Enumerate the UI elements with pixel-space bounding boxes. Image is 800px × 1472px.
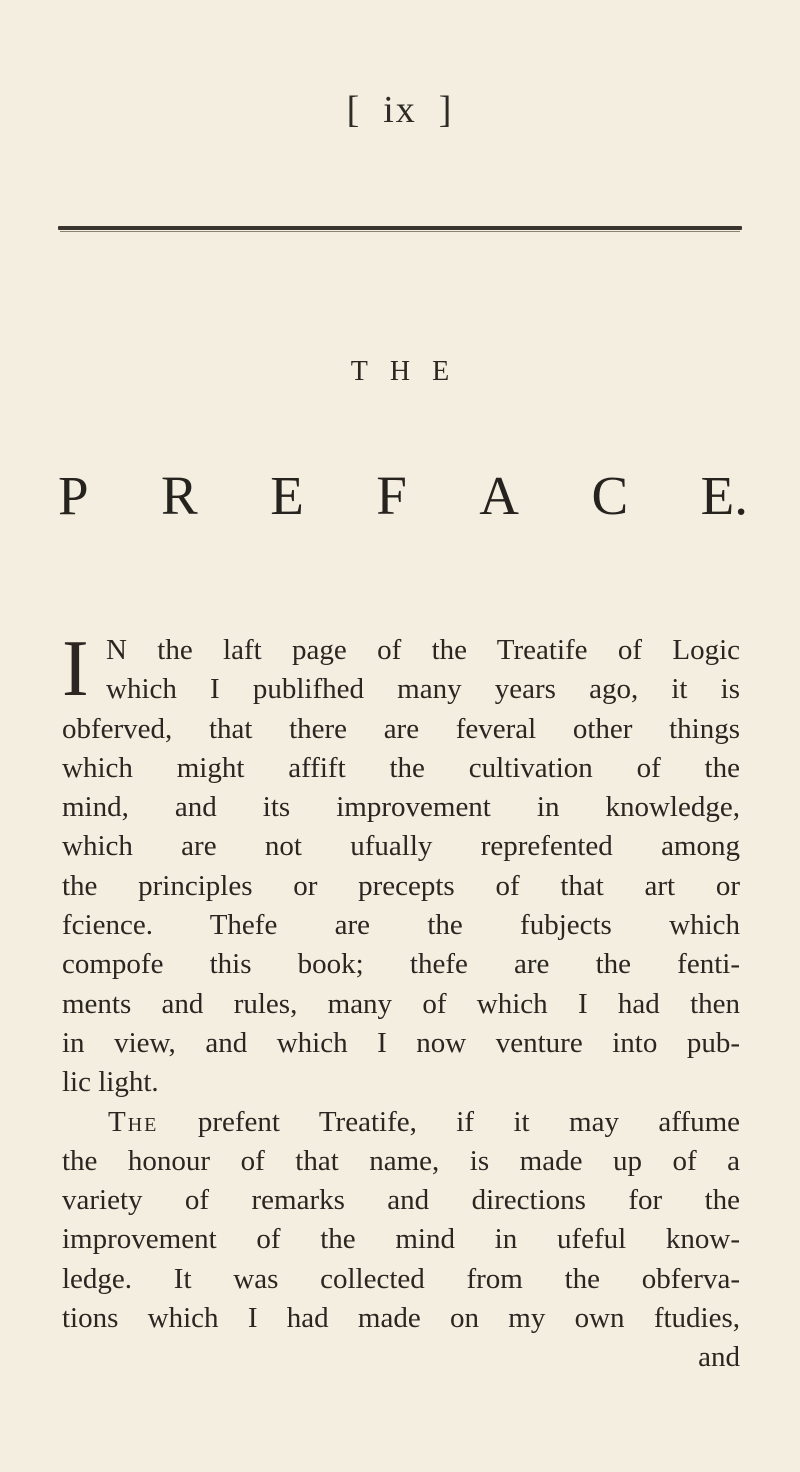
- text-line: obferved, that there are feveral other things: [62, 712, 740, 745]
- page-number-header: [0, 88, 800, 132]
- bracket-close: ]: [438, 89, 454, 131]
- ornamental-rule: [58, 226, 742, 230]
- text-line: which might affift the cultivation of the: [62, 751, 740, 784]
- text-line: compofe this book; thefe are the fenti-: [62, 948, 740, 981]
- text-line: which I publifhed many years ago, it is: [106, 673, 740, 706]
- page-number: ix: [383, 89, 417, 131]
- heading-the: THE: [350, 356, 472, 387]
- preface-letter: R: [161, 465, 198, 526]
- preface-letter: A: [479, 465, 520, 526]
- text-line: mind, and its improvement in knowledge,: [62, 791, 740, 824]
- text-line: The prefent Treatife, if it may affume: [108, 1105, 740, 1138]
- small-caps-word: The: [108, 1105, 159, 1138]
- text-line: ments and rules, many of which I had then: [62, 987, 740, 1020]
- text-line: variety of remarks and directions for the: [62, 1184, 740, 1217]
- text-line: the honour of that name, is made up of a: [62, 1144, 740, 1177]
- heading-preface: [58, 464, 748, 527]
- preface-body: [62, 625, 740, 1378]
- bracket-open: [: [346, 89, 362, 131]
- text-line: N the laft page of the Treatife of Logic: [106, 634, 740, 666]
- preface-letter: C: [591, 465, 629, 526]
- drop-cap: I: [62, 625, 89, 713]
- text-line: the principles or precepts of that art or: [62, 869, 740, 902]
- text-line: tions which I had made on my own ftudies,: [62, 1302, 740, 1335]
- text-line: which are not ufually reprefented among: [62, 830, 740, 863]
- text-line: ledge. It was collected from the obferva-: [62, 1262, 740, 1295]
- catchword: and: [698, 1341, 740, 1374]
- text-line: lic light.: [62, 1066, 159, 1099]
- preface-letter: E.: [700, 465, 748, 526]
- ornamental-rule-thin: [60, 231, 740, 232]
- preface-letter: P: [58, 465, 89, 526]
- preface-letter: E: [270, 465, 304, 526]
- text-line: fcience. Thefe are the fubjects which: [62, 909, 740, 942]
- first-paragraph-opening: [62, 625, 740, 713]
- text-line: in view, and which I now venture into pub-: [62, 1026, 740, 1059]
- text-line: improvement of the mind in ufeful know-: [62, 1223, 740, 1256]
- preface-letter: F: [376, 465, 407, 526]
